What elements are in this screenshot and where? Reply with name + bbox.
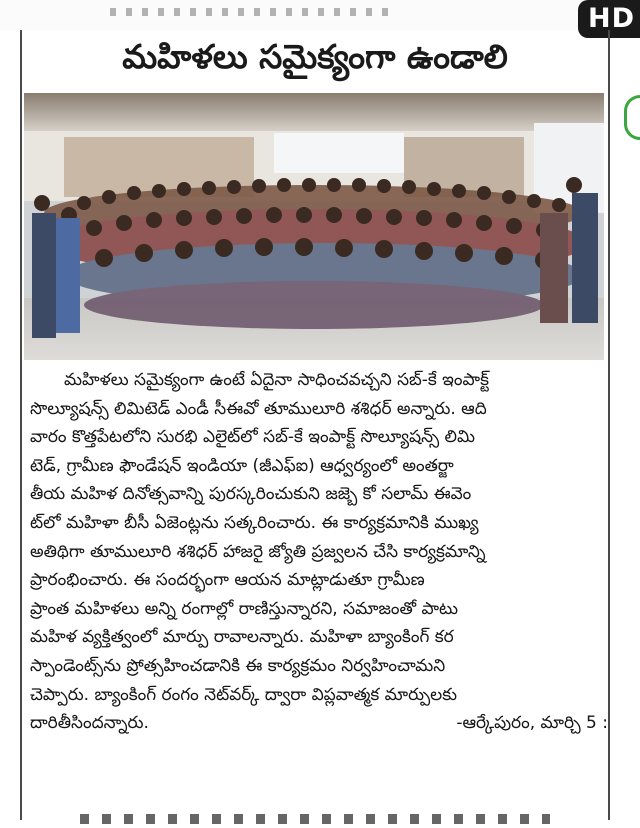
article-line: తీయ మహిళ దినోత్సవాన్ని పురస్కరించుకుని జజ్బె కో సలామ్ ఈవెం xyxy=(30,484,472,505)
article-line: మహిళలు సమైక్యంగా ఉంటే ఏదైనా సాధించవచ్చని సబ్-కే ఇంపాక్ట్ xyxy=(64,370,490,390)
hd-badge: HD xyxy=(578,0,640,38)
group-photo-illustration xyxy=(24,93,604,360)
group-photo xyxy=(24,93,604,360)
clipped-text-fragment xyxy=(110,8,390,16)
bottom-clipped-text-strip xyxy=(20,808,610,828)
article-line: ప్రాంత మహిళలు అన్ని రంగాల్లో రాణిస్తున్నారని, సమాజంతో పాటు xyxy=(30,598,459,619)
article-last-line xyxy=(30,709,608,738)
headline: మహిళలు సమైక్యంగా ఉండాలి xyxy=(122,37,508,76)
article-line: చెప్పారు. బ్యాంకింగ్ రంగం నెట్‌వర్క్ ద్వారా విప్లవాత్మక మార్పులకు xyxy=(30,684,457,705)
article-closing-text: దారితీసిందన్నారు. xyxy=(30,713,149,734)
article-line: సొల్యూషన్స్ లిమిటెడ్ ఎండీ సీఈవో తూములూరి శశిధర్ అన్నారు. ఆది xyxy=(30,398,487,419)
article-line: వారం కొత్తపేటలోని సురభి ఎలైట్‌లో సబ్-కే ఇంపాక్ట్ సొల్యూషన్స్ లిమి xyxy=(30,427,475,448)
article-line: టెడ్, గ్రామీణ ఫౌండేషన్ ఇండియా (జీఎఫ్ఐ) ఆధ్వర్యంలో అంతర్జా xyxy=(30,455,454,476)
article-line: అతిథిగా తూములూరి శశిధర్ హాజరై జ్యోతి ప్రజ్వలన చేసి కార్యక్రమాన్ని xyxy=(30,541,486,562)
article-body xyxy=(30,366,608,738)
dateline: -ఆర్కేపురం, మార్చి 5 : xyxy=(456,713,608,734)
article-line: స్పాండెంట్స్‌ను ప్రోత్సహించడానికి ఈ కార్యక్రమం నిర్వహించామని xyxy=(30,655,446,676)
article-line: ప్రారంభించారు. ఈ సందర్భంగా ఆయన మాట్లాడుతూ గ్రామీణ xyxy=(30,570,425,591)
clipped-text-fragment xyxy=(80,814,550,824)
top-clipped-text-strip xyxy=(0,0,640,30)
article-line: మహిళ వ్యక్తిత్వంలో మార్పు రావాలన్నారు. మహిళా బ్యాంకింగ్ కర xyxy=(30,627,454,648)
right-edge-button-fragment xyxy=(624,95,640,140)
article-line: ట్‌లో మహిళా బీసీ ఏజెంట్లను సత్కరించారు. ఈ కార్యక్రమానికి ముఖ్య xyxy=(30,512,479,533)
